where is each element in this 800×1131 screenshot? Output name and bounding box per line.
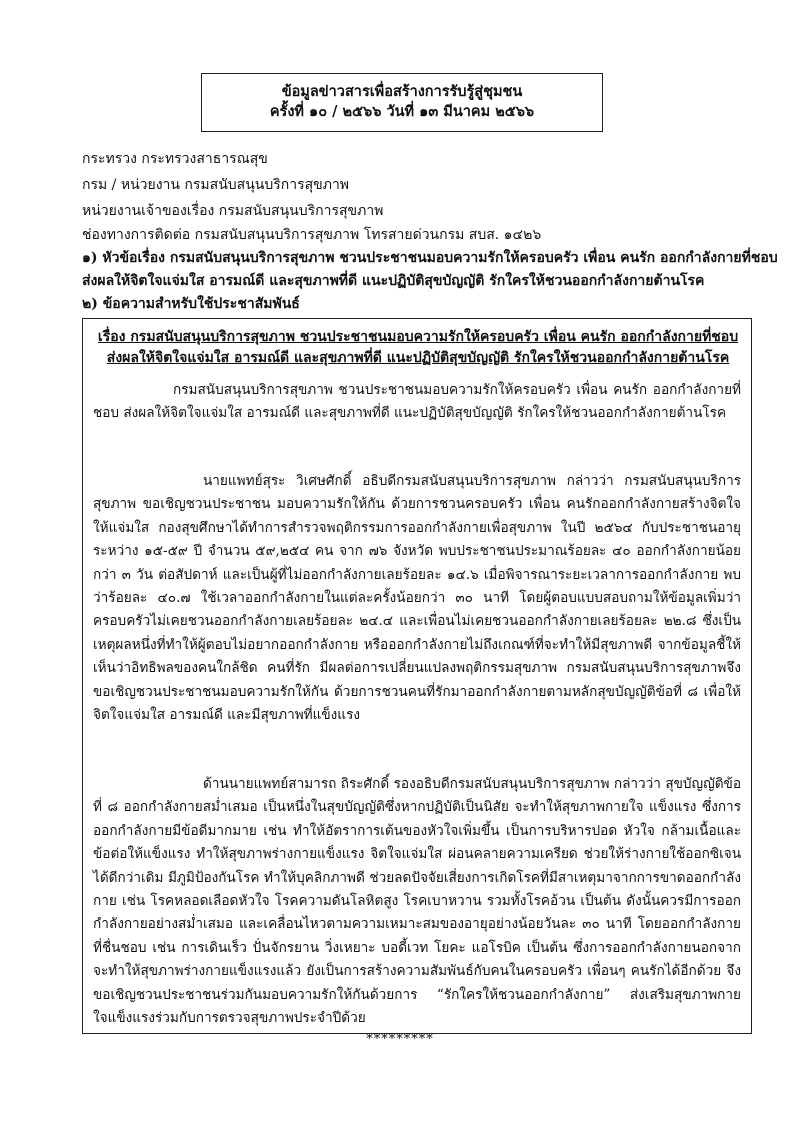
article-paragraph-1 <box>93 379 741 426</box>
paragraph-2-text: นายแพทย์สุระ วิเศษศักดิ์ อธิบดีกรมสนับสนุนบริการสุขภาพ กล่าวว่า กรมสนับสนุนบริการสุขภาพ ขอเชิญชวนประชาชน มอบความรักให้กัน ด้วยการชวนครอบครัว เพื่อน คนรักออกกำลังกายสร้างจิตใจให้แจ่มใส กองสุขศึกษาได้ทำการสำรวจพฤติกรรมการออกกำลังกายเพื่อสุขภาพ ในปี ๒๕๖๔ กับประชาชนอายุระหว่าง ๑๕-๕๙ ปี จำนวน ๕๙,๒๕๔ คน จาก ๗๖ จังหวัด พบประชาชนประมาณร้อยละ ๔๐ ออกกำลังกายน้อยกว่า ๓ วัน ต่อสัปดาห์ และเป็นผู้ที่ไม่ออกกำลังกายเลยร้อยละ ๑๔.๖ เมื่อพิจารณาระยะเวลาการออกกำลังกาย พบว่าร้อยละ ๔๐.๗ ใช้เวลาออกกำลังกายในแต่ละครั้งน้อยกว่า ๓๐ นาที โดยผู้ตอบแบบสอบถามให้ข้อมูลเพิ่มว่าครอบครัวไม่เคยชวนออกกำลังกายเลยร้อยละ ๒๔.๔ และเพื่อนไม่เคยชวนออกกำลังกายเลยร้อยละ ๒๒.๘ ซึ่งเป็นเหตุผลหนึ่งที่ทำให้ผู้ตอบไม่อยากออกกำลังกาย หรือออกกำลังกายไม่ถึงเกณฑ์ที่จะทำให้มีสุขภาพดี จากข้อมูลชี้ให้เห็นว่าอิทธิพลของคนใกล้ชิด คนที่รัก มีผลต่อการเปลี่ยนแปลงพฤติกรรมสุขภาพ กรมสนับสนุนบริการสุขภาพจึงขอเชิญชวนประชาชนมอบความรักให้กัน ด้วยการชวนคนที่รักมาออกกำลังกายตามหลักสุขบัญญัติข้อที่ ๘ เพื่อให้จิตใจแจ่มใส อารมณ์ดี และมีสุขภาพที่แข็งแรง <box>93 473 741 724</box>
header-issue-date: ครั้งที่ ๑๐ / ๒๕๖๖ วันที่ ๑๓ มีนาคม ๒๕๖๖ <box>269 103 535 120</box>
pr-message-heading: ๒) ข้อความสำหรับใช้ประชาสัมพันธ์ <box>82 296 300 312</box>
article-subject: เรื่อง กรมสนับสนุนบริการสุขภาพ ชวนประชาชนมอบความรักให้ครอบครัว เพื่อน คนรัก ออกกำลังกายที่ชอบ ส่งผลให้จิตใจแจ่มใส อารมณ์ดี และสุขภาพที่ดี แนะปฏิบัติสุขบัญญัติ รักใครให้ชวนออกกำลังกายต้านโรค <box>97 329 739 366</box>
department-line: กรม / หน่วยงาน กรมสนับสนุนบริการสุขภาพ <box>82 177 350 193</box>
end-mark: ********* <box>366 1032 434 1047</box>
header-box <box>201 73 603 132</box>
header-title: ข้อมูลข่าวสารเพื่อสร้างการรับรู้สู่ชุมชน <box>281 83 523 100</box>
topic-line-1: ๑) หัวข้อเรื่อง กรมสนับสนุนบริการสุขภาพ ชวนประชาชนมอบความรักให้ครอบครัว เพื่อน คนรัก ออกกำลังกายที่ชอบ <box>82 250 778 266</box>
paragraph-1-text: กรมสนับสนุนบริการสุขภาพ ชวนประชาชนมอบความรักให้ครอบครัว เพื่อน คนรัก ออกกำลังกายที่ชอบ ส่งผลให้จิตใจแจ่มใส อารมณ์ดี และสุขภาพที่ดี แนะปฏิบัติสุขบัญญัติ รักใครให้ชวนออกกำลังกายต้านโรค <box>93 382 741 422</box>
ministry-line: กระทรวง กระทรวงสาธารณสุข <box>82 151 268 167</box>
topic-line-2: ส่งผลให้จิตใจแจ่มใส อารมณ์ดี และสุขภาพที่ดี แนะปฏิบัติสุขบัญญัติ รักใครให้ชวนออกกำลังกายต้านโรค <box>82 273 705 289</box>
contact-line: ช่องทางการติดต่อ กรมสนับสนุนบริการสุขภาพ โทรสายด่วนกรม สบส. ๑๔๒๖ <box>82 227 542 243</box>
article-paragraph-2 <box>93 470 741 727</box>
article-paragraph-3 <box>93 773 741 1030</box>
article-box <box>82 318 752 1034</box>
owner-line: หน่วยงานเจ้าของเรื่อง กรมสนับสนุนบริการสุขภาพ <box>82 203 384 219</box>
paragraph-3-text: ด้านนายแพทย์สามารถ ถิระศักดิ์ รองอธิบดีกรมสนับสนุนบริการสุขภาพ กล่าวว่า สุขบัญญัติข้อที่ ๘ ออกกำลังกายสม่ำเสมอ เป็นหนึ่งในสุขบัญญัติซึ่งหากปฏิบัติเป็นนิสัย จะทำให้สุขภาพกายใจ แข็งแรง ซึ่งการออกกำลังกายมีข้อดีมากมาย เช่น ทำให้อัตราการเต้นของหัวใจเพิ่มขึ้น เป็นการบริหารปอด หัวใจ กล้ามเนื้อและข้อต่อให้แข็งแรง ทำให้สุขภาพร่างกายแข็งแรง จิตใจแจ่มใส ผ่อนคลายความเครียด ช่วยให้ร่างกายใช้ออกซิเจนได้ดีกว่าเดิม มีภูมิป้องกันโรค ทำให้บุคลิกภาพดี ช่วยลดปัจจัยเสี่ยงการเกิดโรคที่มีสาเหตุมาจากการขาดออกกำลังกาย เช่น โรคหลอดเลือดหัวใจ โรคความดันโลหิตสูง โรคเบาหวาน รวมทั้งโรคอ้วน เป็นต้น ดังนั้นควรมีการออกกำลังกายอย่างสม่ำเสมอ และเคลื่อนไหวตามความเหมาะสมของอายุอย่างน้อยวันละ ๓๐ นาที โดยออกกำลังกายที่ชื่นชอบ เช่น การเดินเร็ว ปั่นจักรยาน วิ่งเหยาะ บอดี้เวท โยคะ แอโรบิค เป็นต้น ซึ่งการออกกำลังกายนอกจากจะทำให้สุขภาพร่างกายแข็งแรงแล้ว ยังเป็นการสร้างความสัมพันธ์กับคนในครอบครัว เพื่อนๆ คนรักได้อีกด้วย จึงขอเชิญชวนประชาชนร่วมกันมอบความรักให้กันด้วยการ “รักใครให้ชวนออกกำลังกาย” ส่งเสริมสุขภาพกายใจแข็งแรงร่วมกับการตรวจสุขภาพประจำปีด้วย <box>93 776 741 1027</box>
